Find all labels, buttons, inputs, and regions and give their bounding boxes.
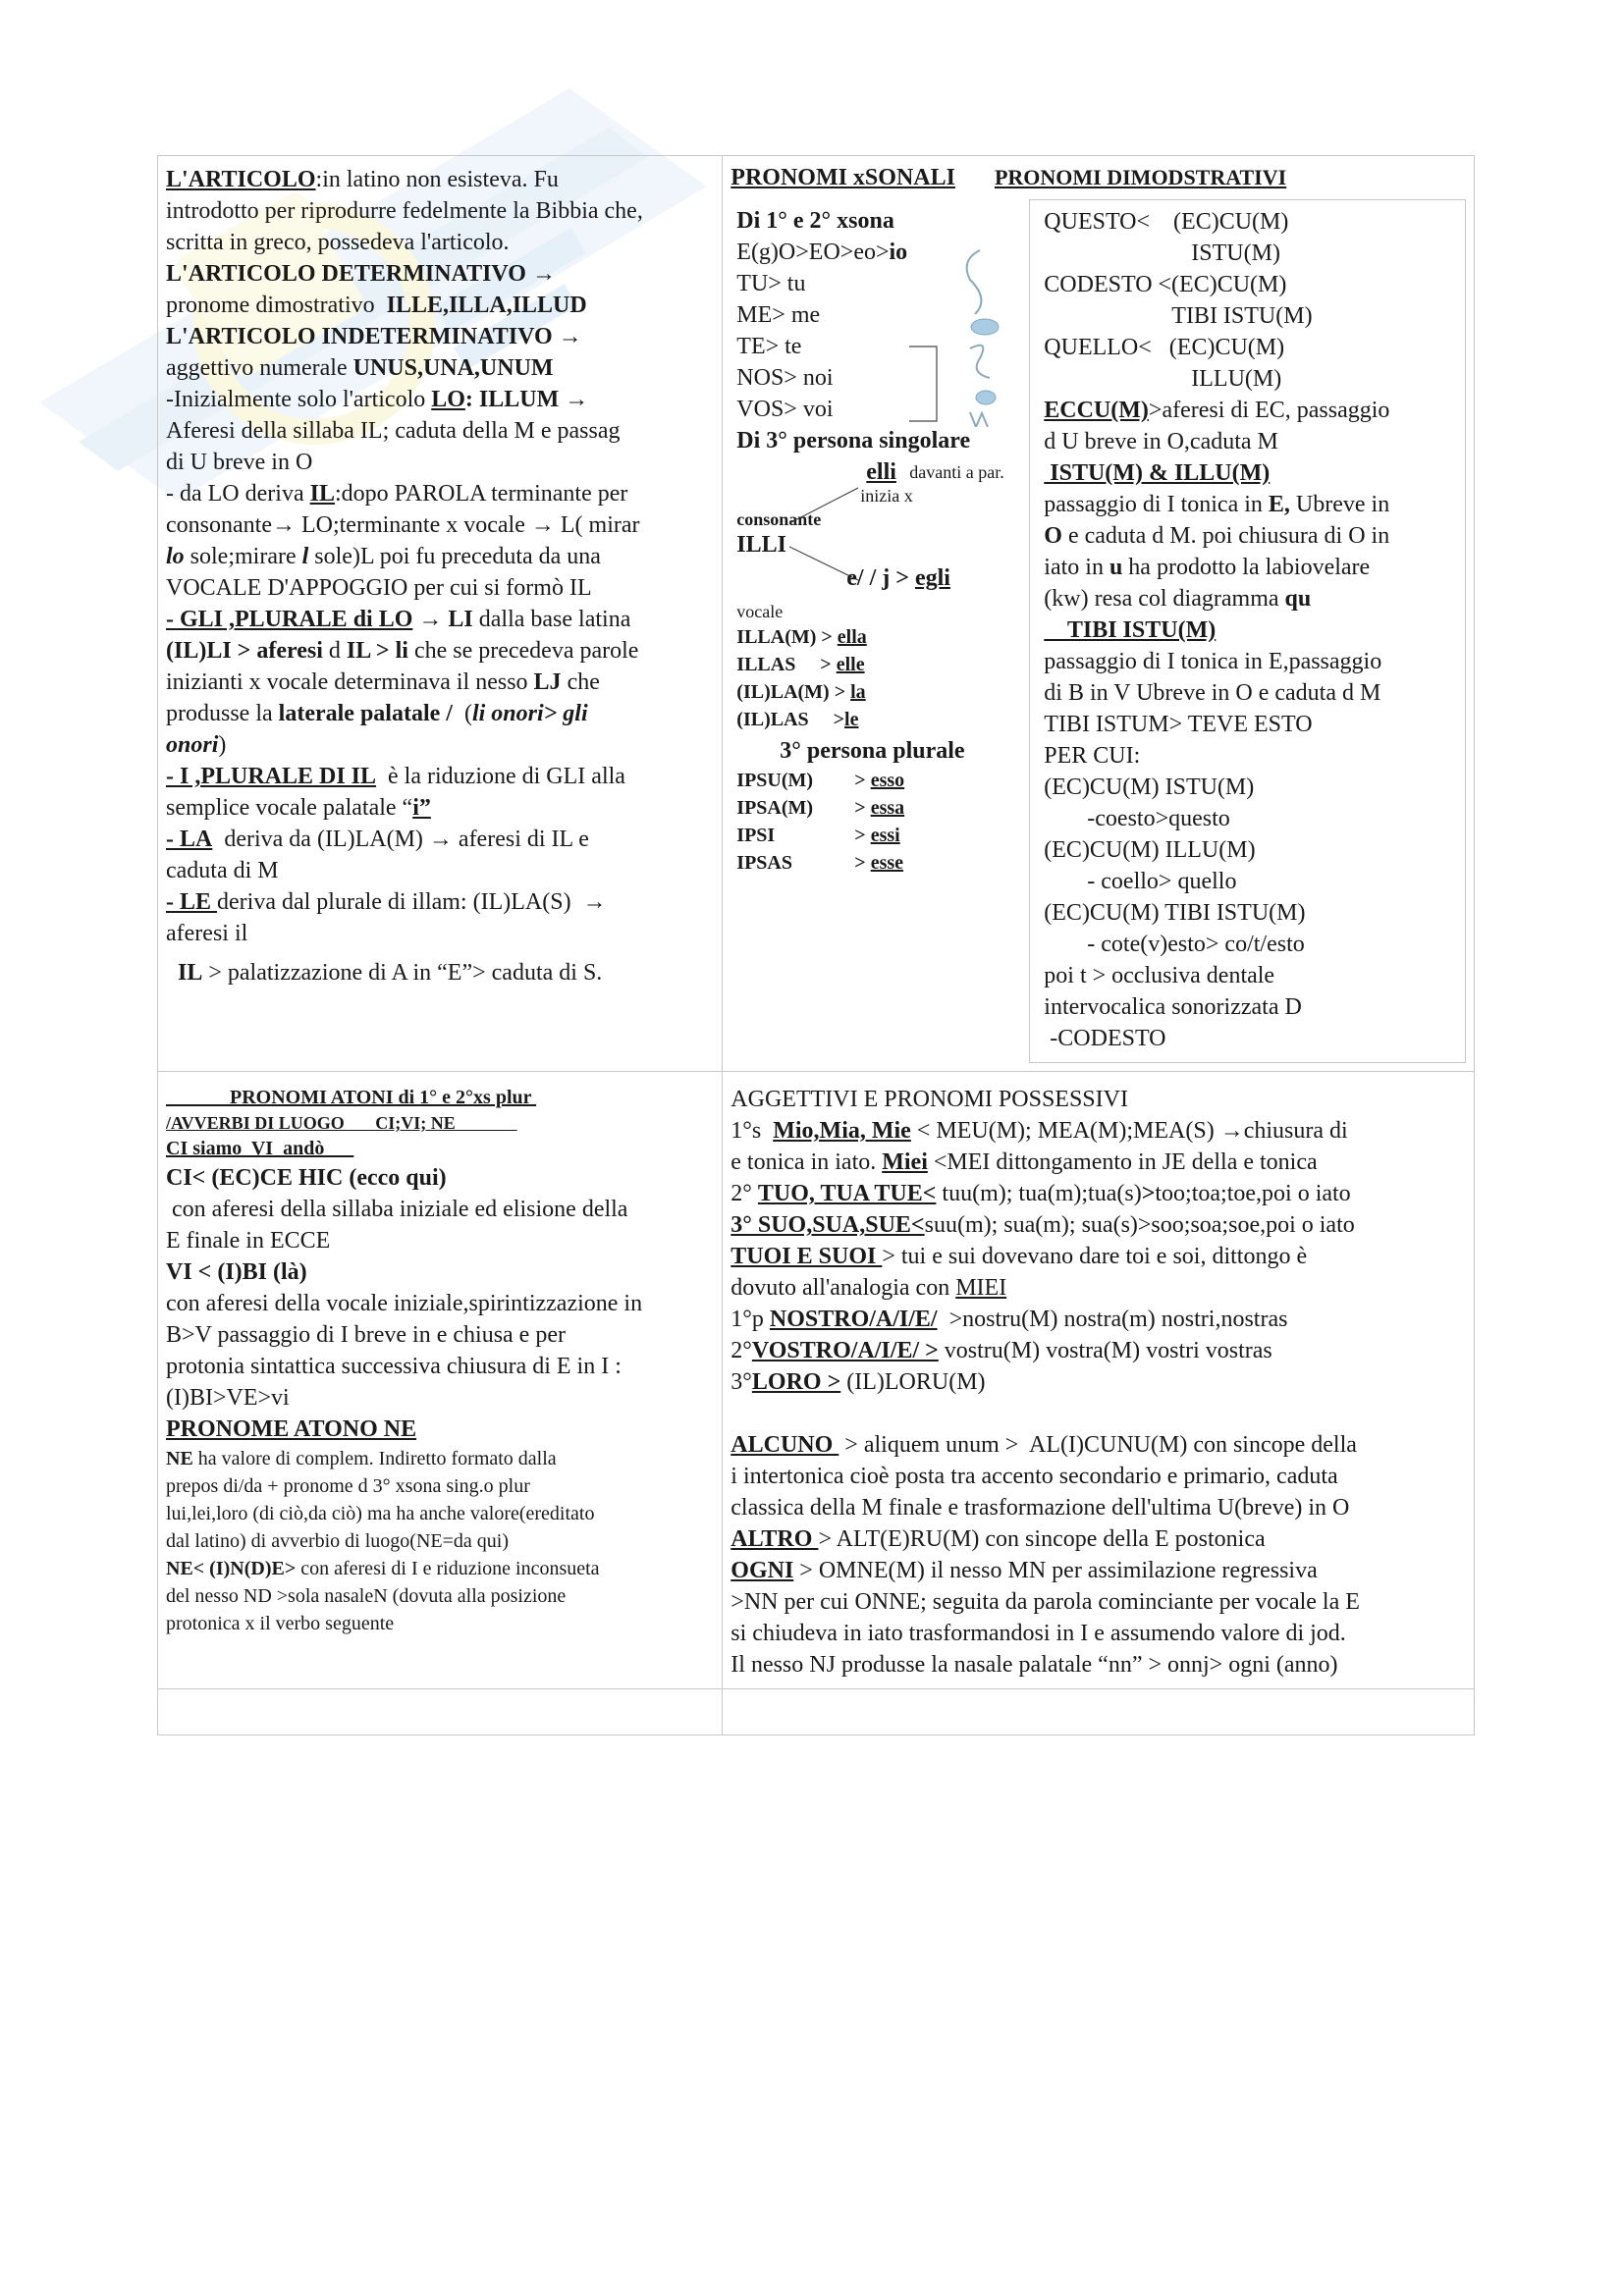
text-run: Miei (882, 1149, 928, 1175)
italian-form: ella (837, 626, 867, 648)
pronomi-dimostrativi-box (1029, 199, 1466, 1063)
text-run: sole)L poi fu preceduta da una (308, 544, 601, 569)
text-line (166, 604, 714, 635)
text-run: produsse la (166, 701, 279, 726)
text-run: QUELLO< (EC)CU(M) (1044, 335, 1285, 360)
text-run: lo (166, 544, 185, 569)
empty-cell-left (158, 1689, 723, 1735)
text-run: QUESTO< (EC)CU(M) (1044, 209, 1289, 235)
text-line (730, 1429, 1466, 1461)
text-line (730, 1366, 1466, 1398)
text-run: Mio,Mia, Mie (773, 1118, 911, 1144)
text-run: - coello> quello (1087, 869, 1237, 894)
text-run: >nostru(M) nostra(m) nostri,nostras (937, 1307, 1288, 1332)
text-run: ILLU(M) (1191, 366, 1282, 392)
text-line (730, 1178, 1466, 1209)
text-line: E finale in ECCE (166, 1228, 331, 1254)
title-3-singolare: Di 3° persona singolare (736, 428, 971, 454)
text-line (166, 415, 714, 447)
text-run: ISTU(M) (1191, 240, 1280, 266)
text-run: VOSTRO/A/I/E/ > (751, 1338, 939, 1363)
text-run: L'ARTICOLO INDETERMINATIVO → (166, 324, 582, 349)
text-line (1044, 991, 1457, 1023)
text-line (1044, 897, 1457, 929)
text-run: LJ (533, 669, 562, 695)
text-line (730, 1147, 1466, 1178)
ne-description (166, 1445, 714, 1637)
text-run: suu(m); sua(m); sua(s)>soo;soa;soe,poi o iato (924, 1212, 1355, 1238)
note-elli-2: inizia x (860, 486, 913, 506)
text-run: classica della M finale e trasformazione dell'ultima U(breve) in O (730, 1495, 1350, 1521)
text-line (1044, 740, 1457, 772)
text-line (166, 761, 714, 792)
text-run: TE> te (736, 334, 802, 359)
text-run: CODESTO <(EC)CU(M) (1044, 272, 1287, 297)
derivation-egli (846, 562, 950, 594)
text-line (166, 384, 714, 415)
text-run: → (559, 387, 589, 412)
italian-form: le (844, 709, 859, 730)
pronoun-form-row (736, 767, 1015, 794)
text-run: -coesto>questo (1087, 806, 1230, 831)
text-line (1044, 489, 1457, 520)
handwritten-sketch-icon (950, 240, 1019, 427)
text-line (166, 478, 714, 509)
text-run: ALCUNO (730, 1432, 839, 1458)
text-line (1044, 426, 1457, 457)
dimostrativi-text (1044, 206, 1457, 1054)
cell-articolo (158, 156, 723, 1072)
text-run: > tui e sui dovevano dare toi e soi, dittongo è (882, 1244, 1308, 1269)
text-run: -CODESTO (1044, 1026, 1166, 1051)
pronomi-split (730, 199, 1466, 1063)
text-run: 3° SUO,SUA,SUE< (730, 1212, 925, 1238)
italian-form: esse (870, 852, 904, 874)
text-run: consonante→ LO;terminante x vocale → L( mirar (166, 512, 640, 538)
text-line (1044, 614, 1457, 646)
text-run: VOS> voi (736, 397, 834, 422)
italian-form: elle (836, 654, 865, 675)
forms-3-singolare (730, 623, 1015, 733)
italian-form: esso (870, 770, 905, 791)
text-run: (EC)CU(M) TIBI ISTU(M) (1044, 900, 1306, 926)
text-run: IL (309, 481, 335, 507)
text-run: inizianti x vocale determinava il nesso (166, 669, 534, 695)
ne-desc-2: lui,lei,loro (di ciò,da ciò) ma ha anche valore(ereditato (166, 1503, 595, 1524)
text-run: - cote(v)esto> co/t/esto (1087, 932, 1305, 957)
text-run: < MEU(M); MEA(M);MEA(S) →chiusura di (910, 1118, 1348, 1144)
text-line (730, 1209, 1466, 1241)
text-line (166, 352, 714, 384)
text-run: > OMNE(M) il nesso MN per assimilazione regressiva (793, 1558, 1318, 1583)
text-run: TIBI ISTUM> TEVE ESTO (1044, 712, 1313, 737)
text-run: si chiudeva in iato trasformandosi in I e assumendo valore di jod. (730, 1621, 1346, 1646)
text-line (1044, 300, 1457, 332)
text-run: (IL)LORU(M) (840, 1369, 986, 1395)
text-line (1044, 1023, 1457, 1054)
text-run: TIBI ISTU(M) (1044, 617, 1217, 643)
text-run: l (301, 544, 309, 569)
text-run: introdotto per riprodurre fedelmente la Bibbia che, (166, 198, 643, 224)
text-run: ) (218, 732, 227, 758)
arrow-glyph: > (854, 797, 871, 819)
text-run: io (889, 240, 908, 265)
text-run: che (561, 669, 600, 695)
text-line (730, 1084, 1466, 1115)
text-run: L'ARTICOLO (166, 167, 316, 192)
text-run: OGNI (730, 1558, 794, 1583)
text-line: con aferesi della sillaba iniziale ed elisione della (166, 1197, 628, 1222)
text-run: (EC)CU(M) ISTU(M) (1044, 774, 1255, 800)
text-run: >NN per cui ONNE; seguita da parola cominciante per vocale la E (730, 1589, 1360, 1615)
text-run: scritta in greco, possedeva l'articolo. (166, 230, 510, 255)
text-run: 1°s (730, 1118, 774, 1144)
text-line (166, 572, 714, 604)
text-line (1044, 363, 1457, 395)
latin-form: ILLA(M) > (736, 626, 838, 648)
ne-desc-1: prepos di/da + pronome d 3° xsona sing.o plur (166, 1475, 530, 1497)
derivation-diagram (730, 456, 1015, 596)
text-run: LO (431, 387, 465, 412)
text-run: VOCALE D'APPOGGIO per cui si formò IL (166, 575, 592, 601)
arrow-glyph: > (854, 825, 871, 846)
text-run: :in latino non esisteva. Fu (315, 167, 559, 192)
text-run: ALTRO (730, 1526, 819, 1552)
text-line (730, 1461, 1466, 1492)
form-egli: egli (914, 565, 950, 591)
text-line (166, 957, 714, 988)
pronoun-form-row (736, 678, 1015, 706)
text-line (166, 918, 714, 949)
text-run: li onori> gli (471, 701, 588, 726)
text-run: : ILLUM (464, 387, 560, 412)
text-line: B>V passaggio di I breve in e chiusa e per (166, 1322, 566, 1348)
text-line (166, 698, 714, 729)
text-run: aggettivo numerale (166, 355, 353, 381)
text-run: qu (1284, 586, 1312, 612)
text-run: e tonica in iato. (730, 1149, 883, 1175)
text-line (1044, 206, 1457, 238)
pronoun-form-row (736, 794, 1015, 822)
text-run: ILLE,ILLA,ILLUD (386, 293, 587, 318)
text-line (730, 1115, 1466, 1147)
text-line (166, 541, 714, 572)
ci-siamo-example: CI siamo VI andò (166, 1138, 354, 1159)
text-line (730, 1335, 1466, 1366)
italian-form: essi (870, 825, 900, 846)
text-line: (I)BI>VE>vi (166, 1385, 290, 1411)
form-illi: ILLI (736, 532, 786, 558)
text-line (730, 1304, 1466, 1335)
text-line (166, 290, 714, 321)
text-run: deriva dal plurale di illam: (IL)LA(S) → (217, 889, 607, 915)
text-line (166, 667, 714, 698)
text-run: LORO > (751, 1369, 841, 1395)
text-run: L'ARTICOLO DETERMINATIVO → (166, 261, 556, 287)
text-run: onori (166, 732, 219, 758)
text-run: e caduta d M. poi chiusura di O in (1061, 523, 1390, 549)
pronoun-form-row (736, 849, 1015, 877)
possessivi-text (730, 1084, 1466, 1681)
text-line (730, 1398, 1466, 1429)
ne-lead: NE (166, 1448, 193, 1469)
text-line (1044, 677, 1457, 709)
text-run: deriva da (IL)LA(M) → aferesi di IL e (212, 827, 589, 852)
text-run: ha prodotto la labiovelare (1122, 555, 1371, 580)
text-line (730, 1492, 1466, 1523)
notes-table (157, 155, 1475, 1735)
text-run: - da LO deriva (166, 481, 310, 507)
text-run: :dopo PAROLA terminante per (334, 481, 628, 507)
text-run: laterale palatale / (278, 701, 453, 726)
text-run: dovuto all'analogia con (730, 1275, 956, 1301)
text-line (1044, 552, 1457, 583)
avverbi-luogo-title: /AVVERBI DI LUOGO CI;VI; NE (166, 1113, 517, 1133)
arrow-glyph: > (854, 852, 871, 874)
table-row-1 (158, 156, 1475, 1072)
text-line (166, 886, 714, 918)
text-run: Ubreve in (1289, 492, 1390, 517)
ne-desc-3: dal latino) di avverbio di luogo(NE=da qui) (166, 1530, 509, 1552)
text-line (166, 792, 714, 824)
text-run: ( (452, 701, 472, 726)
vi-description (166, 1288, 714, 1414)
text-run: > aliquem unum > AL(I)CUNU(M) con sincope della (839, 1432, 1357, 1458)
text-run: poi t > occlusiva dentale (1044, 963, 1275, 988)
vi-derivation: VI < (I)BI (là) (166, 1259, 307, 1285)
italian-form: essa (870, 797, 905, 819)
text-run: Aferesi della sillaba IL; caduta della M e passag (166, 418, 621, 444)
articolo-last-line (166, 957, 714, 988)
text-line (166, 824, 714, 855)
latin-form: (IL)LA(M) > (736, 681, 851, 703)
atoni-title: PRONOMI ATONI di 1° e 2°xs plur (166, 1087, 537, 1108)
text-run: (kw) resa col diagramma (1044, 586, 1285, 612)
text-line (1044, 395, 1457, 426)
text-run: i” (412, 795, 431, 821)
text-run: PER CUI: (1044, 743, 1141, 769)
label-vocale: vocale (736, 602, 784, 621)
ne2-desc-2: protonica x il verbo seguente (166, 1613, 395, 1634)
text-run (730, 1401, 736, 1426)
text-run: NOS> noi (736, 365, 834, 391)
text-run: (EC)CU(M) ILLU(M) (1044, 837, 1256, 863)
text-line (730, 1555, 1466, 1586)
pronoun-form-row (736, 822, 1015, 849)
text-run: (IL)LI > aferesi (166, 638, 323, 664)
text-run: -Inizialmente solo l'articolo (166, 387, 432, 412)
ne2-lead: NE< (I)N(D)E> (166, 1558, 297, 1579)
ne2-desc-0: con aferesi di I e riduzione inconsueta (296, 1558, 600, 1579)
text-run: - GLI ,PLURALE di LO (166, 607, 413, 632)
ci-derivation: CI< (EC)CE HIC (ecco qui) (166, 1165, 447, 1191)
text-line (166, 321, 714, 352)
text-run: >aferesi di EC, passaggio (1148, 398, 1390, 423)
latin-form: (IL)LAS > (736, 709, 845, 730)
text-run: TIBI ISTU(M) (1171, 303, 1313, 329)
text-run: dalla base latina (472, 607, 631, 632)
title-3-plurale: 3° persona plurale (780, 738, 965, 764)
text-run: O (1044, 523, 1062, 549)
header-pronomi-personali: PRONOMI xSONALI (730, 165, 955, 190)
text-run: NOSTRO/A/I/E/ (769, 1307, 938, 1332)
articolo-text (166, 164, 714, 949)
text-line (166, 164, 714, 195)
text-line (1044, 960, 1457, 991)
text-run: di U breve in O (166, 450, 313, 475)
form-elli: elli (866, 459, 896, 485)
text-line (730, 1618, 1466, 1649)
text-line (730, 1586, 1466, 1618)
ne-title: PRONOME ATONO NE (166, 1416, 417, 1442)
ci-description (166, 1194, 714, 1256)
text-run: E(g)O>EO>eo> (736, 240, 890, 265)
latin-form: IPSU(M) (736, 770, 814, 791)
egli-prefix: e/ / j > (846, 565, 915, 591)
text-run: LI (448, 607, 473, 632)
text-run: UNUS,UNA,UNUM (352, 355, 554, 381)
text-run: ECCU(M) (1044, 398, 1149, 423)
text-run: ISTU(M) & ILLU(M) (1044, 460, 1271, 486)
text-run: TUOI E SUOI (730, 1244, 883, 1269)
text-run: IL (178, 960, 203, 986)
bracket-icon (907, 345, 956, 423)
text-run: MIEI (955, 1275, 1007, 1301)
text-run: 3° (730, 1369, 752, 1395)
text-line (1044, 646, 1457, 677)
text-run: - LA (166, 827, 213, 852)
text-run: → (412, 607, 449, 632)
text-run: iato in (1044, 555, 1109, 580)
text-line (166, 258, 714, 290)
text-line: con aferesi della vocale iniziale,spirintizzazione in (166, 1291, 643, 1316)
ne2-desc-1: del nesso ND >sola nasaleN (dovuta alla posizione (166, 1585, 567, 1607)
cell-pronomi-atoni (158, 1072, 723, 1689)
header-pronomi-dimostrativi: PRONOMI DIMODSTRATIVI (994, 165, 1287, 189)
text-run: TU> tu (736, 271, 806, 296)
text-line (166, 195, 714, 227)
latin-form: IPSI (736, 825, 776, 846)
text-run: tuu(m); tua(m);tua(s) (936, 1181, 1142, 1206)
text-run: TUO, TUA TUE< (757, 1181, 937, 1206)
text-run: sole;mirare (184, 544, 302, 569)
cell-pronomi (723, 156, 1475, 1072)
pronoun-form-row (736, 623, 1015, 651)
text-run: > ALT(E)RU(M) con sincope della E postonica (818, 1526, 1266, 1552)
text-run: di B in V Ubreve in O e caduta d M (1044, 680, 1381, 706)
text-run: è la riduzione di GLI alla (376, 764, 625, 789)
table-row-2 (158, 1072, 1475, 1689)
text-run: 2° (730, 1181, 758, 1206)
table-row-empty (158, 1689, 1475, 1735)
text-line (166, 855, 714, 886)
text-run: IL > li (346, 638, 408, 664)
pronoun-form-row (736, 651, 1015, 678)
forms-3-plurale (730, 767, 1015, 877)
text-line (166, 227, 714, 258)
pronomi-headers (730, 164, 1466, 191)
text-run: u (1109, 555, 1123, 580)
text-line (1044, 457, 1457, 489)
text-run: vostru(M) vostra(M) vostri vostras (938, 1338, 1272, 1363)
text-run: pronome dimostrativo (166, 293, 387, 318)
text-run: > palatizzazione di A in “E”> caduta di S. (202, 960, 603, 986)
text-run: semplice vocale palatale “ (166, 795, 413, 821)
empty-cell-right (723, 1689, 1475, 1735)
pronoun-form-row (736, 706, 1015, 733)
text-run: 2° (730, 1338, 752, 1363)
text-run: too;toa;toe,poi o iato (1155, 1181, 1351, 1206)
text-line (730, 1523, 1466, 1555)
text-run: 1°p (730, 1307, 770, 1332)
latin-form: IPSA(M) (736, 797, 814, 819)
arrow-glyph: > (854, 770, 871, 791)
text-line (730, 1649, 1466, 1681)
text-run: aferesi il (166, 921, 248, 946)
text-line (730, 1272, 1466, 1304)
text-run: caduta di M (166, 858, 279, 883)
text-line (1044, 583, 1457, 614)
text-run: passaggio di I tonica in (1044, 492, 1269, 517)
text-run: passaggio di I tonica in E,passaggio (1044, 649, 1382, 674)
text-line (1044, 238, 1457, 269)
text-run: che se precedeva parole (407, 638, 639, 664)
latin-form: ILLAS > (736, 654, 837, 675)
text-run: d (322, 638, 347, 664)
text-run (166, 960, 178, 986)
cell-possessivi (723, 1072, 1475, 1689)
title-1-2-persona: Di 1° e 2° xsona (736, 208, 894, 234)
text-run: E, (1268, 492, 1290, 517)
text-run: <MEI dittongamento in JE della e tonica (927, 1149, 1318, 1175)
text-line (1044, 269, 1457, 300)
text-run: > (1141, 1181, 1156, 1206)
text-run: ME> me (736, 302, 821, 328)
text-run: intervocalica sonorizzata D (1044, 994, 1302, 1020)
text-line (1044, 332, 1457, 363)
text-run: AGGETTIVI E PRONOMI POSSESSIVI (730, 1087, 1128, 1112)
pronomi-personali-column (730, 199, 1015, 1063)
label-consonante: consonante (736, 509, 822, 529)
text-line (1044, 803, 1457, 834)
text-line (1044, 709, 1457, 740)
text-run: Il nesso NJ produsse la nasale palatale “nn” > onnj> ogni (anno) (730, 1652, 1338, 1678)
ne-desc-0: ha valore di complem. Indiretto formato dalla (192, 1448, 557, 1469)
text-run: - I ,PLURALE DI IL (166, 764, 377, 789)
text-line (1044, 520, 1457, 552)
text-line (166, 635, 714, 667)
text-run: - LE (166, 889, 218, 915)
text-line (1044, 834, 1457, 866)
text-line (1044, 866, 1457, 897)
text-line: protonia sintattica successiva chiusura di E in I : (166, 1354, 622, 1379)
text-line (166, 729, 714, 761)
text-line (1044, 929, 1457, 960)
text-run: d U breve in O,caduta M (1044, 429, 1278, 454)
latin-form: IPSAS (736, 852, 792, 874)
text-line (166, 509, 714, 541)
text-run: i intertonica cioè posta tra accento secondario e primario, caduta (730, 1464, 1338, 1489)
text-line (730, 1241, 1466, 1272)
text-line (1044, 772, 1457, 803)
italian-form: la (850, 681, 866, 703)
text-line (166, 447, 714, 478)
note-elli-1: davanti a par. (909, 462, 1004, 482)
